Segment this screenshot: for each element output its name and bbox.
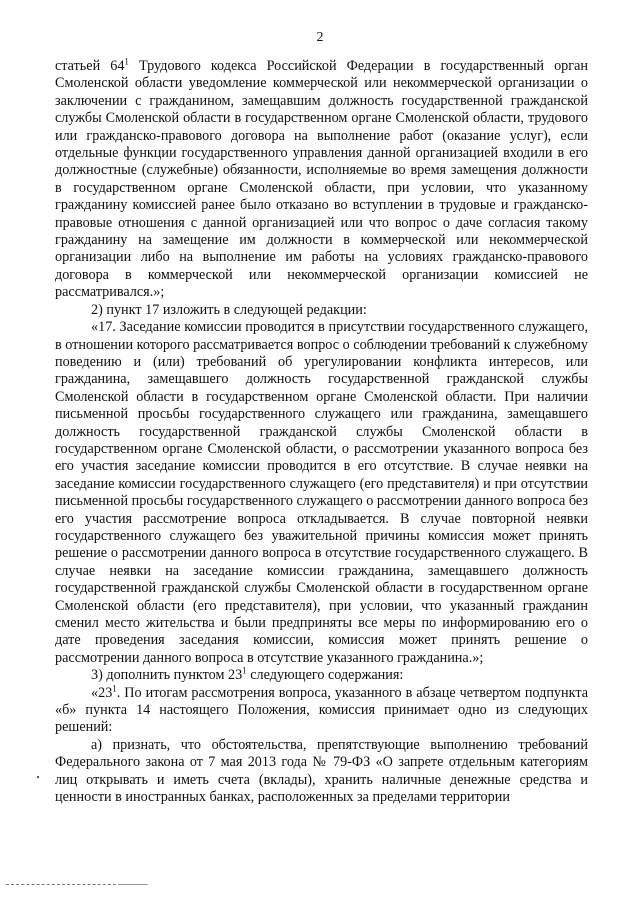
paragraph-text: . По итогам рассмотрения вопроса, указанного в абзаце четвертом подпункта «б» пункта 14 настоящего Положения, комиссия принимает одно из следующих решений: — [55, 684, 588, 736]
paragraph-text: следующего содержания: — [246, 667, 404, 684]
paragraph-text: 2) пункт 17 изложить в следующей редакции: — [91, 301, 367, 318]
page-number: 2 — [316, 30, 324, 45]
paragraph-text: «23 — [91, 684, 113, 701]
scan-speck — [37, 776, 39, 778]
footer-rule — [118, 884, 148, 885]
paragraph-article-64-notice — [55, 58, 588, 302]
paragraph-text: «17. Заседание комиссии проводится в присутствии государственного служащего, в отношении которого рассматривается вопрос о соблюдении требований к служебному поведению и (или) требований об урегулировании конфликта интересов, или гражданина, замещавшего должность государственной гражданской службы Смоленской области в государственном органе Смоленской области. При наличии письменной просьбы государственного служащего или гражданина, замещавшего должность государственной гражданской службы Смоленской области в государственном органе Смоленской области, о рассмотрении указанного вопроса без его участия заседание комиссии проводится в его отсутствие. В случае неявки на заседание комиссии государственного служащего (его представителя) и при отсутствии письменной просьбы государственного служащего о рассмотрении данного вопроса без его участия рассмотрение вопроса откладывается. В случае повторной неявки государственного служащего без уважительной причины комиссия может принять решение о рассмотрении данного вопроса в отсутствие государственного служащего. В случае неявки на заседание комиссии гражданина, замещавшего должность государственной гражданской службы Смоленской области в государственном органе Смоленской области (его представителя), при условии, что указанный гражданин сменил место жительства и были предприняты все меры по информированию его о дате проведения заседания комиссии, комиссия может принять решение о рассмотрении данного вопроса в отсутствие указанного гражданина.»; — [55, 319, 588, 666]
paragraph-text: статьей 64 — [55, 58, 125, 74]
paragraph-item-2-heading — [55, 302, 588, 319]
paragraph-item-23-1 — [55, 682, 588, 737]
paragraph-subitem-a — [55, 737, 588, 807]
superscript: 1 — [242, 665, 247, 676]
superscript: 1 — [124, 56, 129, 67]
paragraph-text: 3) дополнить пунктом 23 — [91, 667, 243, 684]
paragraph-item-3-heading — [55, 667, 588, 684]
footer-rule — [6, 884, 116, 885]
paragraph-text: а) признать, что обстоятельства, препятствующие выполнению требований Федерального закона от 7 мая 2013 года № 79-ФЗ «О запрете отдельным категориям лиц открывать и иметь счета (вклады), хранить наличные денежные средства и ценности в иностранных банках, расположенных за пределами территории — [55, 736, 588, 806]
paragraph-text: Трудового кодекса Российской Федерации в государственный орган Смоленской области уведомление коммерческой или некоммерческой организации о заключении с гражданином, замещавшим должность государственной гражданской службы Смоленской области в государственном органе Смоленской области, трудового или гражданско-правового договора на выполнение работ (оказание услуг), если отдельные функции государственного управления данной организацией входили в его должностные (служебные) обязанности, исполняемые во время замещения должности в государственном органе Смоленской области, при условии, что указанному гражданину комиссией ранее было отказано во вступлении в трудовые и гражданско-правовые отношения с данной организацией или что вопрос о даче согласия такому гражданину на замещение им должности в коммерческой или некоммерческой организации либо на выполнение им работы на условиях гражданско-правового договора в коммерческой или некоммерческой организации комиссией не рассматривался.»; — [55, 58, 588, 301]
paragraph-item-17 — [55, 319, 588, 667]
document-body — [55, 58, 588, 806]
superscript: 1 — [112, 682, 117, 693]
